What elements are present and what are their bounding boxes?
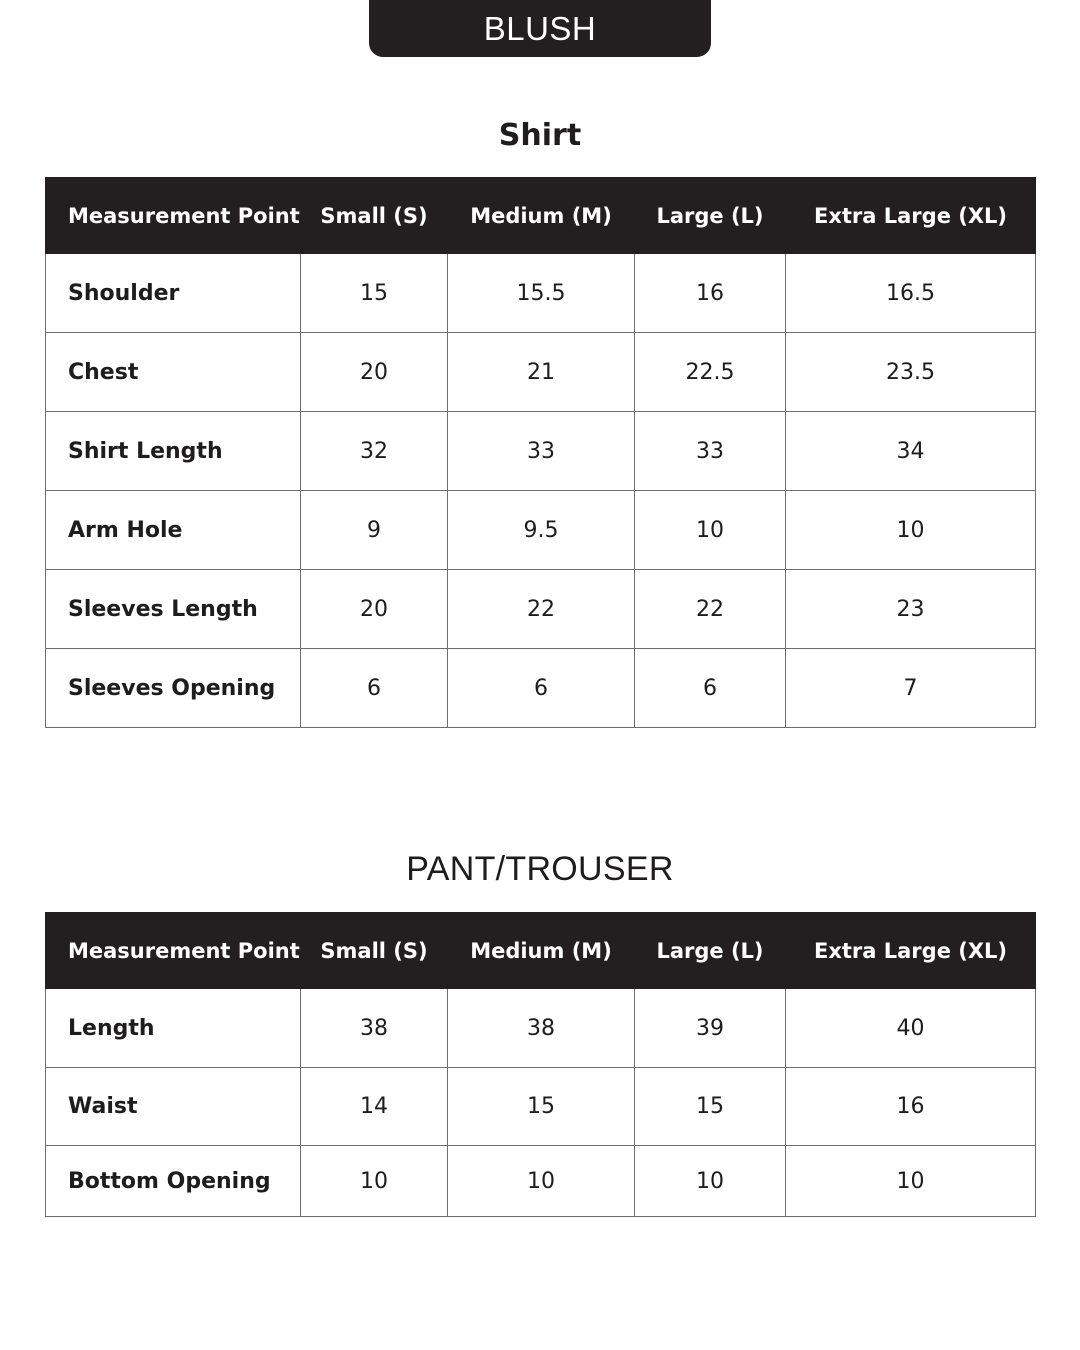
- cell-extra-large: 10: [786, 1146, 1036, 1217]
- pant-section-title: PANT/TROUSER: [406, 850, 674, 888]
- table-row: [46, 333, 1036, 412]
- table-row: [46, 1068, 1036, 1146]
- cell-extra-large: 34: [786, 412, 1036, 491]
- header-small: Small (S): [301, 178, 448, 254]
- row-label: Sleeves Opening: [46, 649, 301, 728]
- cell-extra-large: 16: [786, 1068, 1036, 1146]
- table-row: [46, 989, 1036, 1068]
- cell-extra-large: 23.5: [786, 333, 1036, 412]
- brand-name: BLUSH: [483, 10, 597, 47]
- shirt-size-table: [45, 177, 1036, 728]
- cell-medium: 22: [448, 570, 635, 649]
- row-label: Bottom Opening: [46, 1146, 301, 1217]
- cell-medium: 6: [448, 649, 635, 728]
- header-extra-large: Extra Large (XL): [786, 913, 1036, 989]
- cell-small: 20: [301, 333, 448, 412]
- cell-small: 38: [301, 989, 448, 1068]
- cell-medium: 10: [448, 1146, 635, 1217]
- header-medium: Medium (M): [448, 178, 635, 254]
- header-medium: Medium (M): [448, 913, 635, 989]
- cell-medium: 15.5: [448, 254, 635, 333]
- cell-medium: 38: [448, 989, 635, 1068]
- cell-extra-large: 40: [786, 989, 1036, 1068]
- cell-large: 22: [635, 570, 786, 649]
- row-label: Shoulder: [46, 254, 301, 333]
- header-large: Large (L): [635, 913, 786, 989]
- cell-medium: 9.5: [448, 491, 635, 570]
- cell-large: 10: [635, 1146, 786, 1217]
- header-large: Large (L): [635, 178, 786, 254]
- cell-small: 14: [301, 1068, 448, 1146]
- cell-large: 22.5: [635, 333, 786, 412]
- row-label: Waist: [46, 1068, 301, 1146]
- table-row: [46, 491, 1036, 570]
- cell-extra-large: 16.5: [786, 254, 1036, 333]
- cell-large: 16: [635, 254, 786, 333]
- table-header-row: [46, 913, 1036, 989]
- row-label: Shirt Length: [46, 412, 301, 491]
- header-extra-large: Extra Large (XL): [786, 178, 1036, 254]
- cell-large: 33: [635, 412, 786, 491]
- cell-small: 10: [301, 1146, 448, 1217]
- cell-small: 6: [301, 649, 448, 728]
- cell-extra-large: 23: [786, 570, 1036, 649]
- cell-medium: 33: [448, 412, 635, 491]
- cell-large: 6: [635, 649, 786, 728]
- cell-large: 10: [635, 491, 786, 570]
- cell-medium: 21: [448, 333, 635, 412]
- table-header-row: [46, 178, 1036, 254]
- shirt-section-title: Shirt: [498, 118, 582, 153]
- cell-extra-large: 10: [786, 491, 1036, 570]
- cell-small: 15: [301, 254, 448, 333]
- row-label: Chest: [46, 333, 301, 412]
- cell-large: 39: [635, 989, 786, 1068]
- brand-tab: [369, 0, 711, 57]
- header-measurement-point: Measurement Point: [46, 913, 301, 989]
- header-measurement-point: Measurement Point: [46, 178, 301, 254]
- row-label: Arm Hole: [46, 491, 301, 570]
- row-label: Sleeves Length: [46, 570, 301, 649]
- cell-small: 20: [301, 570, 448, 649]
- cell-small: 32: [301, 412, 448, 491]
- cell-small: 9: [301, 491, 448, 570]
- pant-size-table: [45, 912, 1036, 1217]
- cell-large: 15: [635, 1068, 786, 1146]
- table-row: [46, 1146, 1036, 1217]
- table-row: [46, 254, 1036, 333]
- cell-medium: 15: [448, 1068, 635, 1146]
- table-row: [46, 570, 1036, 649]
- header-small: Small (S): [301, 913, 448, 989]
- table-row: [46, 649, 1036, 728]
- row-label: Length: [46, 989, 301, 1068]
- table-row: [46, 412, 1036, 491]
- cell-extra-large: 7: [786, 649, 1036, 728]
